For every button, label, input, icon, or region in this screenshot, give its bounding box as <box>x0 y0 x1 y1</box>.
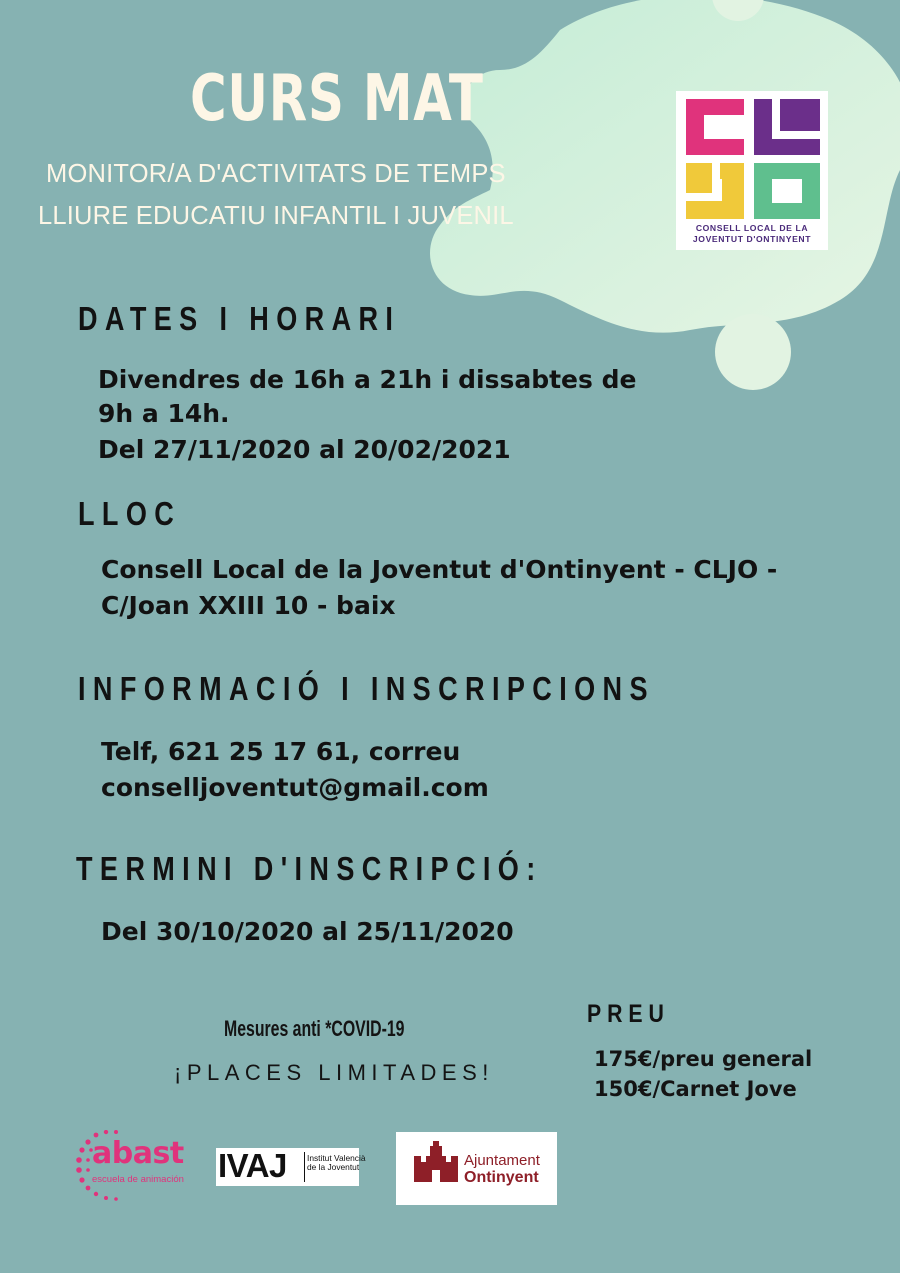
cljo-logo <box>676 91 828 250</box>
covid-measures: Mesures anti *COVID-19 <box>224 1016 405 1041</box>
castle-crest-icon <box>406 1132 466 1205</box>
ajuntament-label-line-1: Ajuntament <box>464 1152 540 1169</box>
blob-dot-large <box>715 314 791 390</box>
course-title: CURS MAT <box>190 62 484 136</box>
lloc-heading: LLOC <box>78 495 182 532</box>
lloc-line-1: Consell Local de la Joventut d'Ontinyent - CLJO - <box>101 555 778 584</box>
abast-tagline: escuela de animación <box>92 1174 184 1185</box>
dates-line-3: Del 27/11/2020 al 20/02/2021 <box>98 435 511 464</box>
info-heading: INFORMACIÓ I INSCRIPCIONS <box>78 670 655 707</box>
lloc-line-2: C/Joan XXIII 10 - baix <box>101 591 396 620</box>
cljo-caption-line-2: JOVENTUT D'ONTINYENT <box>692 234 812 244</box>
cljo-caption-line-1: CONSELL LOCAL DE LA <box>695 223 809 233</box>
subtitle-line-2: LLIURE EDUCATIU INFANTIL I JUVENIL <box>38 202 514 230</box>
termini-heading: TERMINI D'INSCRIPCIÓ: <box>76 850 543 887</box>
subtitle-line-1: MONITOR/A D'ACTIVITATS DE TEMPS <box>46 160 506 188</box>
preu-carnet: 150€/Carnet Jove <box>594 1077 797 1101</box>
abast-wordmark: abast <box>92 1136 184 1171</box>
preu-heading: PREU <box>587 1000 670 1028</box>
info-line-1: Telf, 621 25 17 61, correu <box>101 737 461 766</box>
termini-line-1: Del 30/10/2020 al 25/11/2020 <box>101 917 514 946</box>
ivaj-divider <box>304 1152 305 1182</box>
preu-general: 175€/preu general <box>594 1047 813 1071</box>
ivaj-subtitle-line-1: Institut Valencià <box>307 1153 366 1163</box>
ajuntament-logo <box>396 1132 557 1205</box>
dates-line-1: Divendres de 16h a 21h i dissabtes de <box>98 365 637 394</box>
abast-logo <box>74 1130 184 1202</box>
ivaj-wordmark: IVAJ <box>218 1147 287 1184</box>
dates-heading: DATES I HORARI <box>78 300 401 337</box>
info-email[interactable]: conselljoventut@gmail.com <box>101 773 489 802</box>
ajuntament-label-line-2: Ontinyent <box>464 1169 539 1186</box>
ivaj-logo <box>216 1147 366 1186</box>
ivaj-subtitle-line-2: de la Joventut <box>307 1162 360 1172</box>
places-limitades: ¡PLACES LIMITADES! <box>174 1060 494 1085</box>
dates-line-2: 9h a 14h. <box>98 399 230 428</box>
